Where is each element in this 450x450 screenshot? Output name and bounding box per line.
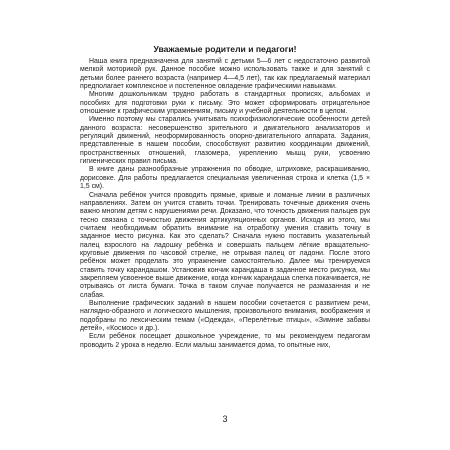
- paragraph: Именно поэтому мы старались учитывать психофизиологические особенности детей данного возраста: несовершенство зрительного и двигательного анализаторов и регуляций движений, неоформированность опорно-двигательного аппарата. Задания, представленные в нашем пособии, способствуют развитию координации движений, пространственных отношений, глазомера, укреплению мышц руки, усвоению гигиенических правил письма.: [80, 116, 370, 166]
- paragraph: Наша книга предназначена для занятий с детьми 5—6 лет с недостаточно развитой мелкой моторикой рук. Данное пособие можно использовать также и для занятий с детьми более раннего возраста (например 4—4,5 лет), так как предлагаемый материал предполагает комплексное и постепенное овладение графическими навыками.: [80, 58, 370, 91]
- page-title: Уважаемые родители и педагоги!: [153, 44, 297, 54]
- paragraph: Сначала ребёнок учится проводить прямые, кривые и ломаные линии в различных направлениях. Затем он учится ставить точки. Тренировать точечные движения очень важно многим детям с нарушениями речи. Доказано, что точность движения пальцев рук тесно связана с точностью движения артикуляционных органов. Исходя из этого, мы считаем необходимым обратить внимание на отработку умения ставить точку в заданное место рисунка. Как это сделать? Сначала нужно поставить указательный палец взрослого на ладошку ребёнка и совершать пальцем лёгкие вращательно-круговые движения по часовой стрелке, не отрывая палец от ладони. После этого ребёнок может проделать это упражнение самостоятельно. Далее мы тренируемся ставить точку карандашом. Установив кончик карандаша в заданное место рисунка, мы закрепляем усвоенное выше движение, когда кончик карандаша слегка покачивается, не отрываясь от листа бумаги. Точка в таком случае получается не размазанная и не слабая.: [80, 191, 370, 299]
- page-number: 3: [222, 414, 228, 424]
- paragraph: Выполнение графических заданий в нашем пособии сочетается с развитием речи, наглядно-образного и логического мышления, произвольного внимания, воображения и подобраны по лексическим темам («Одежда», «Перелётные птицы», «Зимние забавы детей», «Космос» и др.).: [80, 299, 370, 332]
- body-text: [80, 58, 370, 350]
- paragraph: В книге даны разнообразные упражнения по обводке, штриховке, раскрашиванию, дорисовке. Для работы предлагается специальная увеличенная строка и клетка (1,5 × 1,5 см).: [80, 166, 370, 191]
- paragraph: Многим дошкольникам трудно работать в стандартных прописях, альбомах и пособиях для подготовки руки к письму. Это может сформировать отрицательное отношение к графическим упражнениям, письму и учебной деятельности в целом.: [80, 91, 370, 116]
- paragraph: Если ребёнок посещает дошкольное учреждение, то мы рекомендуем педагогам проводить 2 урока в неделю. Если малыш занимается дома, то опытные них,: [80, 333, 370, 349]
